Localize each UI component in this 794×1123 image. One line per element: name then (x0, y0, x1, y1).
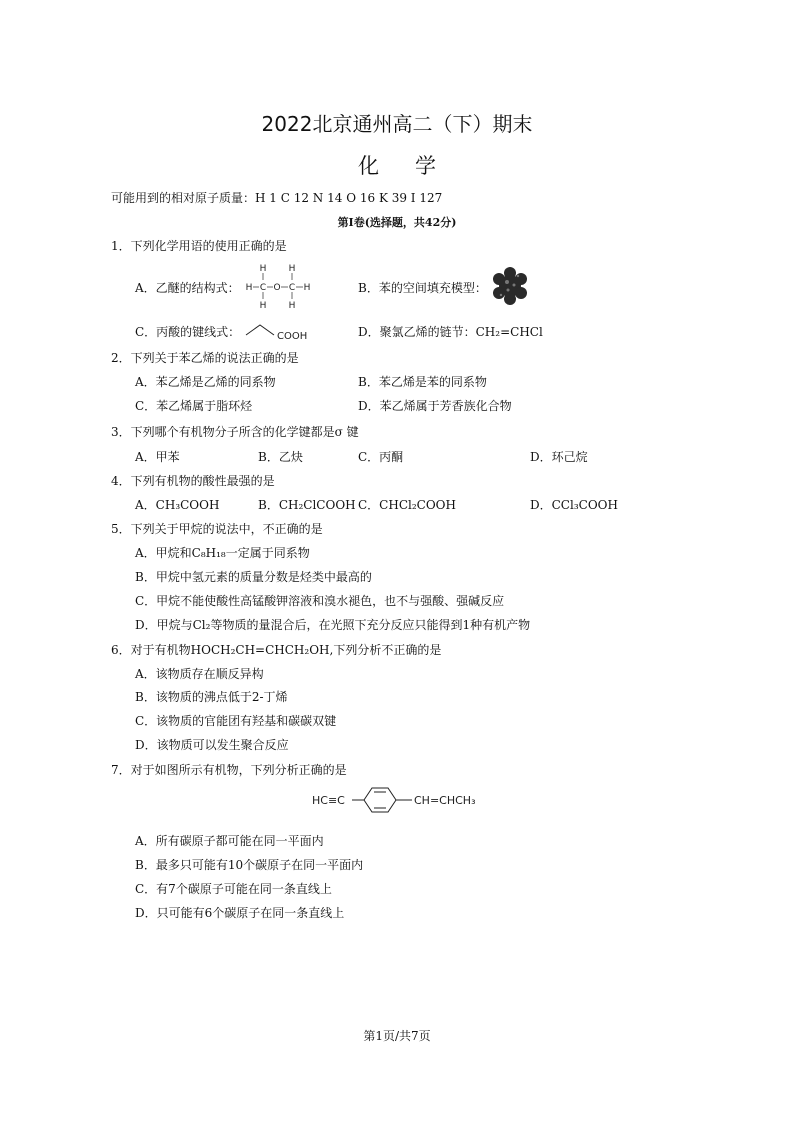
question-2-option-b: B．苯乙烯是苯的同系物 (358, 375, 487, 389)
question-6-option-b: B．该物质的沸点低于2-丁烯 (135, 690, 288, 704)
benzene-model-image (490, 266, 530, 306)
propanoic-acid-skeletal (244, 318, 314, 342)
ether-h-left: H (245, 283, 253, 293)
ether-h-bottom-2: H (288, 301, 296, 311)
ether-c-2: C (288, 283, 296, 293)
question-2-stem: 2．下列关于苯乙烯的说法正确的是 (111, 351, 299, 365)
question-2-option-a: A．苯乙烯是乙烯的同系物 (135, 375, 276, 389)
question-5-option-c: C．甲烷不能使酸性高锰酸钾溶液和溴水褪色，也不与强酸、强碱反应 (135, 594, 505, 608)
q7-structure-diagram (312, 784, 492, 816)
acid-cooh-label: COOH (277, 331, 308, 342)
question-4-stem: 4．下列有机物的酸性最强的是 (111, 474, 275, 488)
dimethyl-ether-structure (245, 262, 331, 312)
question-2-option-c: C．苯乙烯属于脂环烃 (135, 399, 253, 413)
question-1-option-c: C．丙酸的键线式： (135, 325, 241, 339)
question-5-stem: 5．下列关于甲烷的说法中，不正确的是 (111, 522, 323, 536)
subject-title: 化学 (358, 154, 472, 178)
page-footer: 第1页/共7页 (363, 1029, 431, 1043)
question-4-option-d: D．CCl₃COOH (530, 498, 618, 512)
question-1-stem: 1．下列化学用语的使用正确的是 (111, 239, 287, 253)
question-4-option-b: B．CH₂ClCOOH (258, 498, 356, 512)
atomic-mass-note: 可能用到的相对原子质量：H 1 C 12 N 14 O 16 K 39 I 127 (111, 191, 443, 205)
question-2-option-d: D．苯乙烯属于芳香族化合物 (358, 399, 512, 413)
ether-o: O (273, 283, 281, 293)
q7-ethynyl-label: HC≡C (312, 794, 345, 807)
question-6-option-d: D．该物质可以发生聚合反应 (135, 738, 289, 752)
q7-propenyl-label: CH=CHCH₃ (414, 794, 476, 807)
question-5-option-b: B．甲烷中氢元素的质量分数是烃类中最高的 (135, 570, 372, 584)
question-7-option-b: B．最多只可能有10个碳原子在同一平面内 (135, 858, 364, 872)
question-5-option-d: D．甲烷与Cl₂等物质的量混合后，在光照下充分反应只能得到1种有机产物 (135, 618, 531, 632)
ether-h-right: H (303, 283, 311, 293)
question-3-option-d: D．环己烷 (530, 450, 588, 464)
question-4-option-c: C．CHCl₂COOH (358, 498, 456, 512)
question-4-option-a: A．CH₃COOH (135, 498, 220, 512)
question-7-stem: 7．对于如图所示有机物，下列分析正确的是 (111, 763, 347, 777)
page-title: 2022北京通州高二（下）期末 (261, 112, 533, 136)
ether-h-top-1: H (259, 264, 267, 274)
ether-h-top-2: H (288, 264, 296, 274)
question-1-option-d: D．聚氯乙烯的链节：CH₂=CHCl (358, 325, 543, 339)
question-7-option-c: C．有7个碳原子可能在同一条直线上 (135, 882, 332, 896)
ether-h-bottom-1: H (259, 301, 267, 311)
question-5-option-a: A．甲烷和C₈H₁₈一定属于同系物 (135, 546, 310, 560)
question-6-option-c: C．该物质的官能团有羟基和碳碳双键 (135, 714, 337, 728)
question-3-stem: 3．下列哪个有机物分子所含的化学键都是σ 键 (111, 425, 359, 439)
question-1-option-a: A．乙醚的结构式： (135, 281, 240, 295)
question-7-option-d: D．只可能有6个碳原子在同一条直线上 (135, 906, 345, 920)
question-6-stem: 6．对于有机物HOCH₂CH=CHCH₂OH,下列分析不正确的是 (111, 643, 442, 657)
question-7-option-a: A．所有碳原子都可能在同一平面内 (135, 834, 324, 848)
question-6-option-a: A．该物质存在顺反异构 (135, 667, 264, 681)
question-3-option-b: B．乙炔 (258, 450, 303, 464)
question-1-option-b: B．苯的空间填充模型： (358, 281, 487, 295)
question-3-option-a: A．甲苯 (135, 450, 180, 464)
question-3-option-c: C．丙酮 (358, 450, 404, 464)
ether-c-1: C (259, 283, 267, 293)
section-title: 第Ⅰ卷(选择题，共42分) (337, 216, 457, 229)
